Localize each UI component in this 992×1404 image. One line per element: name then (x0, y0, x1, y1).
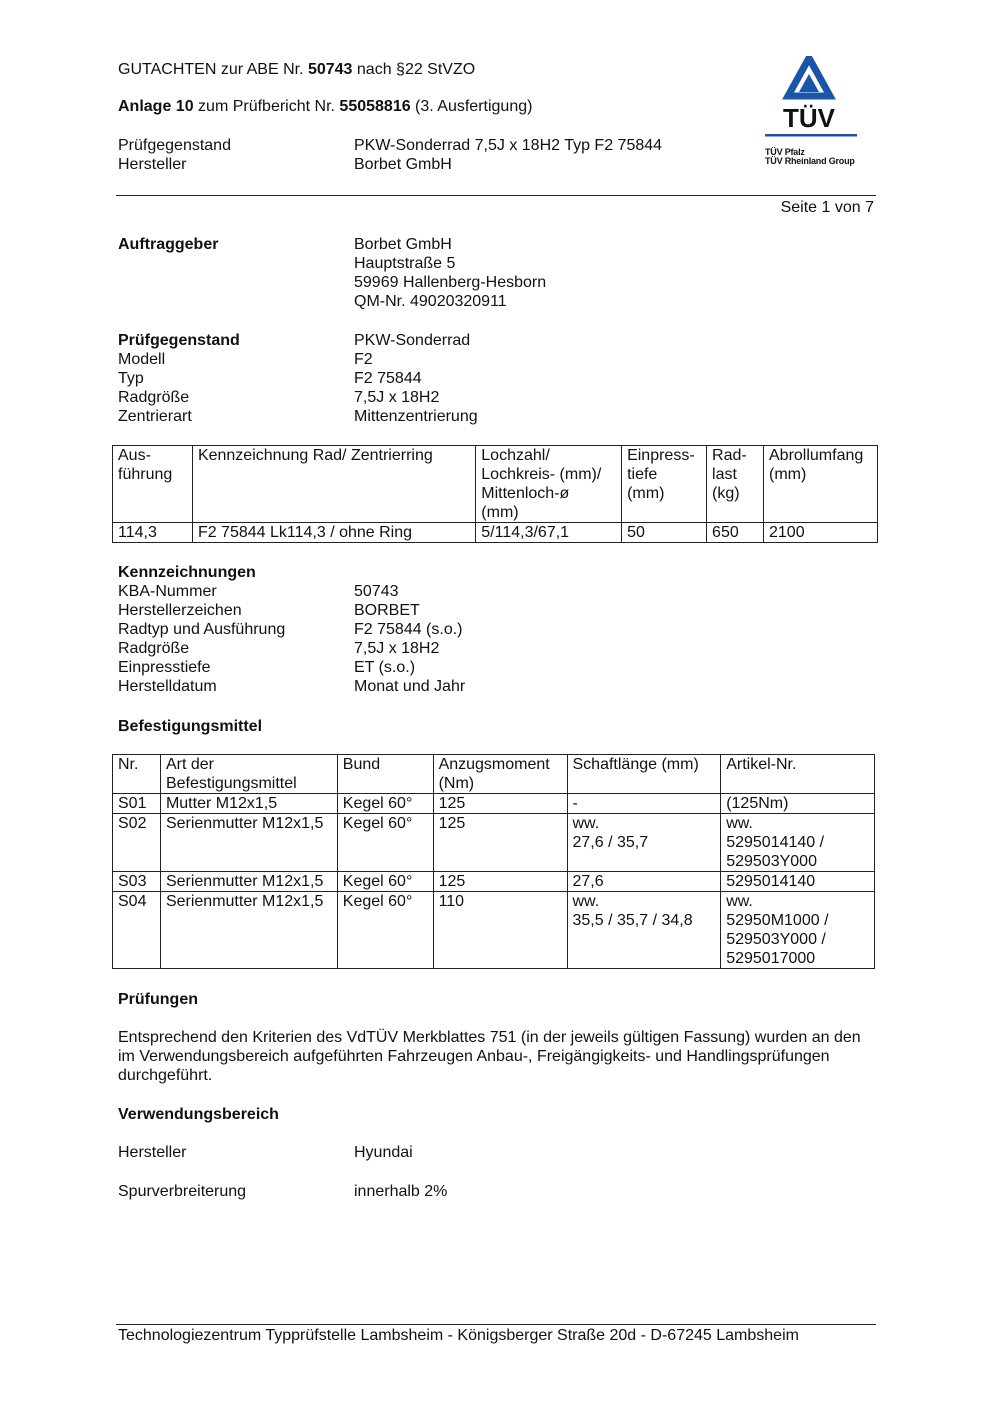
wheel-table-cell: 2100 (764, 523, 878, 543)
befestigung-table-cell: 125 (433, 814, 567, 872)
tuev-subtitle (765, 148, 875, 166)
befestigung-table-cell: S04 (113, 892, 161, 969)
befestigung-table-header-cell: Nr. (113, 755, 161, 794)
header-hersteller-label: Hersteller (118, 156, 187, 173)
wheel-table-header-cell: Abrollumfang (mm) (764, 446, 878, 523)
befestigung-table-cell: 125 (433, 872, 567, 892)
auftraggeber-line: Borbet GmbH (354, 236, 452, 253)
kz-row-label: Radgröße (118, 640, 190, 657)
verwendung-title: Verwendungsbereich (118, 1106, 279, 1123)
auftraggeber-line: QM-Nr. 49020320911 (354, 293, 507, 310)
tuev-triangle-icon (762, 56, 858, 142)
wheel-table (112, 445, 878, 543)
wheel-table-header-cell: Einpress- tiefe (mm) (622, 446, 707, 523)
footer-text: Technologiezentrum Typprüfstelle Lambsheim - Königsberger Straße 20d - D-67245 Lambsheim (118, 1327, 799, 1344)
befestigung-table-cell: 125 (433, 794, 567, 814)
verwendung-hersteller-value: Hyundai (354, 1144, 413, 1161)
kennzeichnungen-title: Kennzeichnungen (118, 564, 256, 581)
pg-row-label: Typ (118, 370, 144, 387)
header-pg-label: Prüfgegenstand (118, 137, 231, 154)
kz-row-value: 50743 (354, 583, 399, 600)
spurverbreiterung-label: Spurverbreiterung (118, 1183, 247, 1200)
pruefungen-title: Prüfungen (118, 991, 198, 1008)
befestigung-table-cell: ww. 5295014140 / 529503Y000 (721, 814, 875, 872)
kz-row-value: 7,5J x 18H2 (354, 640, 440, 657)
befestigung-table-cell: S01 (113, 794, 161, 814)
befestigung-table-cell: Kegel 60° (337, 794, 433, 814)
header-line-1-suffix: nach §22 StVZO (352, 61, 476, 78)
wheel-table-header-cell: Rad- last (kg) (707, 446, 764, 523)
befestigung-table-row (113, 814, 875, 872)
befestigung-table-cell: Kegel 60° (337, 872, 433, 892)
tuev-sub-1: TÜV Pfalz (765, 147, 805, 157)
befestigung-table-header-cell: Artikel-Nr. (721, 755, 875, 794)
befestigung-title: Befestigungsmittel (118, 718, 263, 735)
auftraggeber-line: 59969 Hallenberg-Hesborn (354, 274, 547, 291)
befestigung-table-row (113, 872, 875, 892)
wheel-table-cell: 114,3 (113, 523, 193, 543)
befestigung-table-cell: Kegel 60° (337, 892, 433, 969)
befestigung-table-header-cell: Schaftlänge (mm) (567, 755, 721, 794)
header-divider (116, 195, 876, 196)
kz-row-label: KBA-Nummer (118, 583, 217, 600)
verwendung-hersteller-label: Hersteller (118, 1144, 187, 1161)
befestigung-table-cell: S02 (113, 814, 161, 872)
wheel-table-header-cell: Kennzeichnung Rad/ Zentrierring (192, 446, 475, 523)
header-pg-value: PKW-Sonderrad 7,5J x 18H2 Typ F2 75844 (354, 137, 663, 154)
wheel-table-cell: 50 (622, 523, 707, 543)
befestigung-table (112, 754, 875, 969)
befestigung-table-cell: Kegel 60° (337, 814, 433, 872)
befestigung-table-cell: 5295014140 (721, 872, 875, 892)
auftraggeber-label: Auftraggeber (118, 236, 219, 253)
pg-row-label: Zentrierart (118, 408, 192, 425)
kz-row-label: Herstelldatum (118, 678, 217, 695)
abe-number: 50743 (307, 61, 353, 78)
wheel-table-header-cell: Lochzahl/ Lochkreis- (mm)/ Mittenloch-ø (mm) (476, 446, 622, 523)
anlage-label: Anlage 10 (118, 98, 194, 115)
befestigung-table-row (113, 892, 875, 969)
kz-row-label: Herstellerzeichen (118, 602, 242, 619)
kz-row-value: F2 75844 (s.o.) (354, 621, 463, 638)
befestigung-table-cell: ww. 35,5 / 35,7 / 34,8 (567, 892, 721, 969)
pg-row-value: PKW-Sonderrad (354, 332, 471, 349)
befestigung-table-cell: ww. 52950M1000 / 529503Y000 / 5295017000 (721, 892, 875, 969)
befestigung-table-cell: ww. 27,6 / 35,7 (567, 814, 721, 872)
befestigung-table-cell: Serienmutter M12x1,5 (160, 814, 337, 872)
befestigung-table-cell: - (567, 794, 721, 814)
header-line-2-mid: zum Prüfbericht Nr. (193, 98, 340, 115)
auftraggeber-address (354, 235, 546, 311)
pg-row-value: F2 (354, 351, 373, 368)
befestigung-table-header-cell: Art der Befestigungsmittel (160, 755, 337, 794)
tuev-sub-2: TÜV Rheinland Group (765, 156, 855, 166)
footer-divider (116, 1324, 876, 1325)
pg-row-value: Mittenzentrierung (354, 408, 478, 425)
wheel-table-header-cell: Aus- führung (113, 446, 193, 523)
header-line-2-suffix: (3. Ausfertigung) (410, 98, 533, 115)
spurverbreiterung-value: innerhalb 2% (354, 1183, 448, 1200)
pruefbericht-number: 55058816 (339, 98, 411, 115)
befestigung-table-cell: 27,6 (567, 872, 721, 892)
kz-row-value: BORBET (354, 602, 420, 619)
header-line-1 (118, 60, 475, 79)
pg-row-label: Prüfgegenstand (118, 332, 240, 349)
pg-row-value: F2 75844 (354, 370, 422, 387)
wheel-table-cell: F2 75844 Lk114,3 / ohne Ring (192, 523, 475, 543)
pg-row-label: Radgröße (118, 389, 190, 406)
befestigung-table-cell: Mutter M12x1,5 (160, 794, 337, 814)
kz-row-label: Radtyp und Ausführung (118, 621, 286, 638)
tuev-logo (762, 56, 862, 166)
kz-row-label: Einpresstiefe (118, 659, 211, 676)
befestigung-table-header-cell: Bund (337, 755, 433, 794)
pg-row-value: 7,5J x 18H2 (354, 389, 440, 406)
befestigung-table-cell: 110 (433, 892, 567, 969)
befestigung-table-header-row (113, 755, 875, 794)
kz-row-value: Monat und Jahr (354, 678, 466, 695)
befestigung-table-cell: S03 (113, 872, 161, 892)
befestigung-table-header-cell: Anzugsmoment (Nm) (433, 755, 567, 794)
wheel-table-cell: 5/114,3/67,1 (476, 523, 622, 543)
header-line-1-prefix: GUTACHTEN zur ABE Nr. (118, 61, 308, 78)
header-line-2 (118, 97, 532, 116)
pg-row-label: Modell (118, 351, 166, 368)
befestigung-table-cell: Serienmutter M12x1,5 (160, 872, 337, 892)
auftraggeber-line: Hauptstraße 5 (354, 255, 456, 272)
kz-row-value: ET (s.o.) (354, 659, 416, 676)
header-hersteller-value: Borbet GmbH (354, 156, 452, 173)
page-number: Seite 1 von 7 (780, 199, 874, 216)
wheel-table-row (113, 523, 878, 543)
wheel-table-cell: 650 (707, 523, 764, 543)
befestigung-table-cell: (125Nm) (721, 794, 875, 814)
befestigung-table-row (113, 794, 875, 814)
pruefungen-text: Entsprechend den Kriterien des VdTÜV Merkblattes 751 (in der jeweils gültigen Fassung) wurden an den im Verwendungsbereich aufgeführten Fahrzeugen Anbau-, Freigängigkeits- und Handlingsprüfungen durchgeführt. (118, 1029, 861, 1084)
tuev-brand-text: TÜV (783, 103, 835, 133)
wheel-table-header-row (113, 446, 878, 523)
befestigung-table-cell: Serienmutter M12x1,5 (160, 892, 337, 969)
